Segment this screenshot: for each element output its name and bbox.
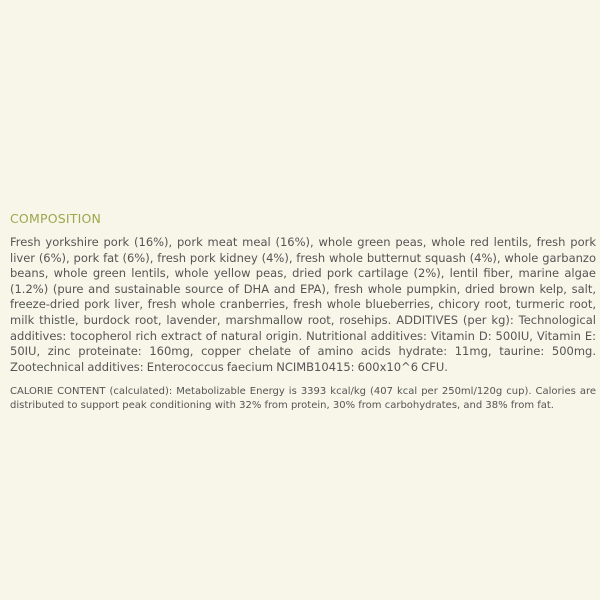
calorie-content-text: CALORIE CONTENT (calculated): Metabolizable Energy is 3393 kcal/kg (407 kcal per 250ml/120g cup). Calories are distributed to support peak conditioning with 32% from protein, 30% from carbohydrates, and 38% from fat. (10, 386, 596, 412)
composition-text: Fresh yorkshire pork (16%), pork meat meal (16%), whole green peas, whole red lentils, fresh pork liver (6%), pork fat (6%), fresh pork kidney (4%), fresh whole butternut squash (4%), whole garbanzo beans, whole green lentils, whole yellow peas, dried pork cartilage (2%), lentil fiber, marine algae (1.2%) (pure and sustainable source of DHA and EPA), fresh whole pumpkin, dried brown kelp, salt, freeze-dried pork liver, fresh whole cranberries, fresh whole blueberries, chicory root, turmeric root, milk thistle, burdock root, lavender, marshmallow root, rosehips. ADDITIVES (per kg): Technological additives: tocopherol rich extract of natural origin. Nutritional additives: Vitamin D: 500IU, Vitamin E: 50IU, zinc proteinate: 160mg, copper chelate of amino acids hydrate: 11mg, taurine: 500mg. Zootechnical additives: Enterococcus faecium NCIMB10415: 600x10^6 CFU. (10, 235, 596, 374)
composition-panel (10, 211, 596, 413)
composition-heading: COMPOSITION (10, 211, 102, 226)
